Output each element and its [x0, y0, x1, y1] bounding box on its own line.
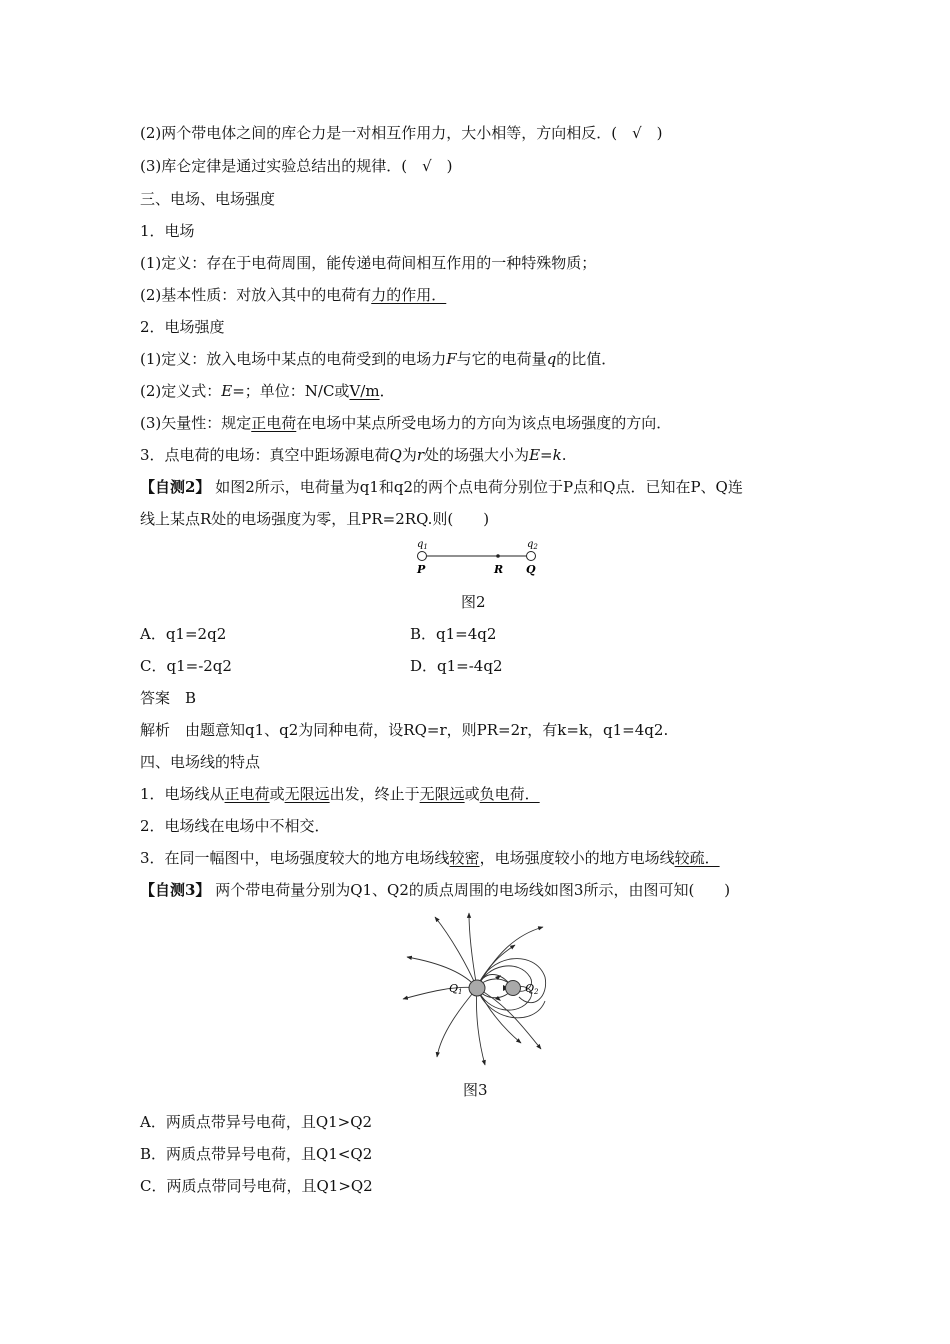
fig2-Q-label: Q — [526, 563, 536, 576]
subheading-electric-field — [140, 221, 195, 241]
field-line-rule-3 — [140, 848, 720, 868]
analysis-line — [140, 720, 668, 740]
symbol-E: E — [221, 382, 233, 400]
field-property-text: (2)基本性质：对放入其中的电荷有 — [140, 286, 372, 304]
symbol-q: q — [546, 350, 557, 368]
analysis-text: 解析 由题意知q1、q2为同种电荷，设RQ=r，则PR=2r，有k=k，q1=4q2. — [140, 721, 669, 739]
answer-text: 答案 B — [140, 689, 197, 707]
figure-2-caption: 图2 — [461, 593, 486, 611]
symbol-F: F — [446, 350, 457, 368]
strength-vector-blank: 正电荷 — [251, 414, 297, 432]
field-property — [140, 285, 446, 305]
q2-option-b[interactable]: B．q1=4q2 — [410, 625, 497, 643]
field-line-rule-1 — [140, 784, 540, 804]
fig2-P-label: P — [417, 563, 426, 576]
rule-3-mid: ，电场强度较小的地方电场线 — [479, 849, 675, 867]
symbol-r: r — [416, 446, 425, 464]
rule-3-text: 3．在同一幅图中，电场强度较大的地方电场线 — [140, 849, 450, 867]
strength-formula-unit: =；单位：N/C或 — [232, 382, 350, 400]
field-line-rule-2 — [140, 816, 330, 836]
question-2-line2 — [140, 509, 489, 529]
rule-1-text: 1．电场线从 — [140, 785, 225, 803]
fig2-q2-label: $q_2$ — [527, 539, 538, 551]
rule-1-blank-1: 正电荷 — [224, 785, 270, 803]
point-charge-mid: 为 — [401, 446, 417, 464]
strength-definition-end: 的比值． — [556, 350, 617, 368]
rule-1-blank-3: 无限远 — [419, 785, 465, 803]
section-heading-3 — [140, 189, 275, 209]
rule-1-mid: 出发，终止于 — [329, 785, 420, 803]
section-heading-4-text: 四、电场线的特点 — [140, 753, 261, 771]
point-charge-mid2: 处的场强大小为 — [424, 446, 530, 464]
statement-2 — [140, 123, 663, 143]
fig3-Q2-label: Q2 — [525, 982, 539, 996]
subheading-field-strength — [140, 317, 225, 337]
strength-definition — [140, 349, 616, 369]
point-charge-field — [140, 445, 566, 465]
point-charge-text: 3．点电荷的电场：真空中距场源电荷 — [140, 446, 390, 464]
strength-vector — [140, 413, 671, 433]
strength-vector-text: (3)矢量性：规定 — [140, 414, 252, 432]
figure-2-diagram — [410, 536, 545, 578]
statement-2-text: (2)两个带电体之间的库仑力是一对相互作用力，大小相等，方向相反．( √ ) — [140, 124, 663, 142]
strength-vector-end: 在电场中某点所受电场力的方向为该点电场强度的方向． — [296, 414, 672, 432]
fig2-q1-label: $q_1$ — [417, 539, 428, 551]
q2-option-d[interactable]: D．q1=-4q2 — [410, 657, 503, 675]
subheading-field-strength-text: 2．电场强度 — [140, 318, 225, 336]
fig2-charge-q1 — [418, 552, 427, 561]
symbol-E2: E — [529, 446, 541, 464]
strength-formula-blank: V/m — [349, 382, 380, 400]
point-charge-end: . — [561, 446, 567, 464]
strength-definition-mid: 与它的电荷量 — [456, 350, 547, 368]
fig3-Q1-label: Q1 — [449, 982, 463, 996]
strength-formula-text: (2)定义式： — [140, 382, 222, 400]
subheading-electric-field-text: 1．电场 — [140, 222, 195, 240]
rule-3-blank-2: 较疏． — [674, 849, 720, 867]
fig2-charge-q2 — [527, 552, 536, 561]
figure-3-caption: 图3 — [463, 1081, 488, 1099]
fig2-R-label: R — [494, 563, 504, 576]
field-definition — [140, 253, 596, 273]
rule-1-blank-2: 无限远 — [284, 785, 330, 803]
rule-1-blank-4: 负电荷． — [479, 785, 540, 803]
q3-option-a[interactable]: A．两质点带异号电荷，且Q1>Q2 — [140, 1113, 373, 1131]
symbol-Q: Q — [389, 446, 402, 464]
fig3-charge-Q1 — [469, 980, 485, 996]
rule-1-or-2: 或 — [464, 785, 480, 803]
equals-sign: = — [540, 446, 553, 464]
strength-formula-end: ． — [379, 382, 395, 400]
question-2-text-2: 线上某点R处的电场强度为零，且PR=2RQ.则( ) — [140, 510, 490, 528]
section-heading-4 — [140, 752, 260, 772]
question-2-tag: 【自测2】 — [140, 478, 211, 496]
q2-option-a[interactable]: A．q1=2q2 — [140, 625, 227, 643]
question-2-text-1: 如图2所示，电荷量为q1和q2的两个点电荷分别位于P点和Q点．已知在P、Q连 — [215, 478, 743, 496]
strength-formula — [140, 381, 395, 401]
section-heading-3-text: 三、电场、电场强度 — [140, 190, 276, 208]
question-3-tag: 【自测3】 — [140, 881, 211, 899]
question-3-line — [140, 880, 730, 900]
field-definition-text: (1)定义：存在于电荷周围，能传递电荷间相互作用的一种特殊物质； — [140, 254, 597, 272]
q3-option-c[interactable]: C．两质点带同号电荷，且Q1>Q2 — [140, 1177, 373, 1195]
rule-2-text: 2．电场线在电场中不相交． — [140, 817, 330, 835]
question-3-text: 两个带电荷量分别为Q1、Q2的质点周围的电场线如图3所示，由图可知( ) — [215, 881, 731, 899]
statement-3 — [140, 156, 453, 176]
figure-3-field-lines — [395, 905, 555, 1075]
q3-option-b[interactable]: B．两质点带异号电荷，且Q1<Q2 — [140, 1145, 373, 1163]
symbol-k: k — [552, 446, 562, 464]
strength-definition-text: (1)定义：放入电场中某点的电荷受到的电场力 — [140, 350, 447, 368]
question-2-line1 — [140, 477, 743, 497]
fig3-charge-Q2 — [506, 981, 521, 996]
rule-1-or: 或 — [269, 785, 285, 803]
rule-3-blank-1: 较密 — [449, 849, 480, 867]
field-property-blank: 力的作用． — [371, 286, 447, 304]
answer-line — [140, 688, 196, 708]
statement-3-text: (3)库仑定律是通过实验总结出的规律．( √ ) — [140, 157, 453, 175]
fig2-point-R — [496, 554, 500, 558]
q2-option-c[interactable]: C．q1=-2q2 — [140, 657, 232, 675]
